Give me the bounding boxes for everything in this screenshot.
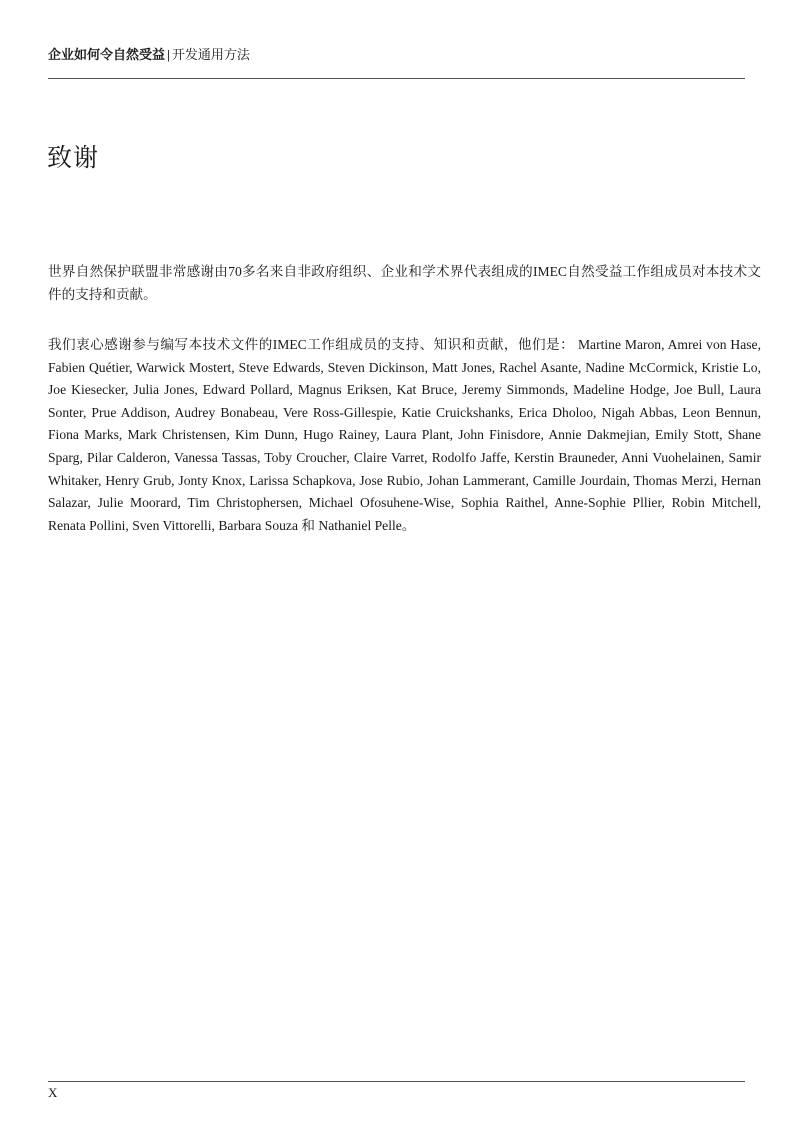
- header-divider: [48, 78, 745, 79]
- header-separator: |: [167, 47, 170, 62]
- running-header: [48, 46, 250, 64]
- page-number: X: [48, 1085, 58, 1100]
- document-title: 企业如何令自然受益: [48, 47, 166, 62]
- acknowledgement-paragraph-contributors: 我们衷心感谢参与编写本技术文件的IMEC工作组成员的支持、知识和贡献，他们是： Martine Maron, Amrei von Hase, Fabien Quétier, Warwick Mostert, Steve Edwards, Steven Dickinson, Matt Jones, Rachel Asante, Nadine McCormick, Kristie Lo, Joe Kiesecker, Julia Jones, Edward Pollard, Magnus Eriksen, Kat Bruce, Jeremy Simmonds, Madeline Hodge, Joe Bull, Laura Sonter, Prue Addison, Audrey Bonabeau, Vere Ross-Gillespie, Katie Cruickshanks, Erica Dholoo, Nigah Abbas, Leon Bennun, Fiona Marks, Mark Christensen, Kim Dunn, Hugo Rainey, Laura Plant, John Finisdore, Annie Dakmejian, Emily Stott, Shane Sparg, Pilar Calderon, Vanessa Tassas, Toby Croucher, Claire Varret, Rodolfo Jaffe, Kerstin Brauneder, Anni Vuohelainen, Samir Whitaker, Henry Grub, Jonty Knox, Larissa Schapkova, Jose Rubio, Johan Lammerant, Camille Jourdain, Thomas Merzi, Hernan Salazar, Julie Moorard, Tim Christophersen, Michael Ofosuhene-Wise, Sophia Raithel, Anne-Sophie Pllier, Robin Mitchell, Renata Pollini, Sven Vittorelli, Barbara Souza 和 Nathaniel Pelle。: [48, 337, 761, 533]
- document-subtitle: 开发通用方法: [171, 47, 250, 62]
- footer-divider: [48, 1081, 745, 1082]
- page-title: 致谢: [47, 145, 100, 172]
- acknowledgement-paragraph-intro: 世界自然保护联盟非常感谢由70多名来自非政府组织、企业和学术界代表组成的IMEC自然受益工作组成员对本技术文件的支持和贡献。: [48, 264, 761, 302]
